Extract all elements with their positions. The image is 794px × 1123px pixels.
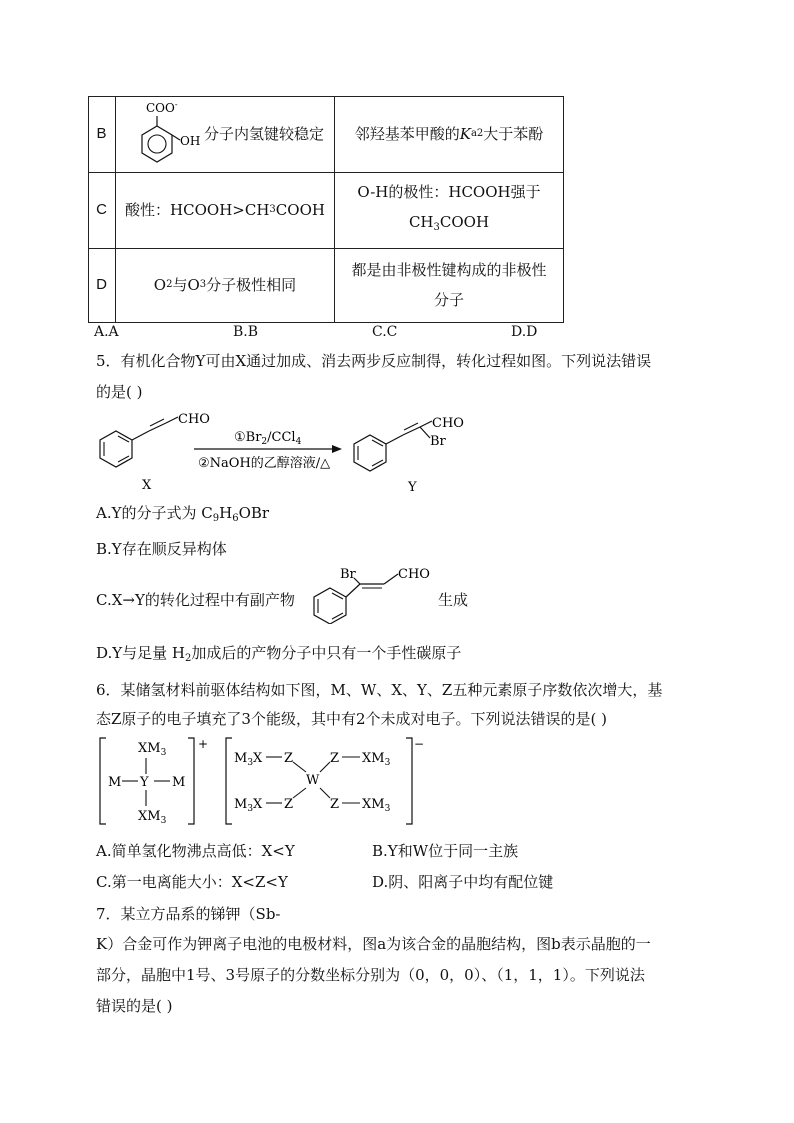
anion-charge: − <box>414 737 424 751</box>
row-d-right-cell: 都是由非极性键构成的非极性 分子 <box>351 261 547 309</box>
q6-option-b[interactable]: B.Y和W位于同一主族 <box>372 842 519 860</box>
reagent-2: ②NaOH的乙醇溶液/△ <box>198 456 331 471</box>
svg-text:M3X: $M_3X$ <box>234 751 263 768</box>
svg-text:M: M <box>108 775 122 790</box>
side-cho-label: CHO <box>398 567 430 582</box>
svg-text:Z: Z <box>284 797 294 812</box>
svg-text:Z: Z <box>330 751 340 766</box>
q5-option-a[interactable]: A.Y的分子式为 $C_9H_6OBr$ <box>96 504 270 524</box>
svg-text:XM3: $XM_3$ <box>362 751 391 768</box>
y-label: Y <box>408 480 417 495</box>
row-label-b: B <box>96 125 107 142</box>
q6-ionic-structure <box>94 734 424 830</box>
coo-group-label: COO- <box>146 100 178 115</box>
row-d-left-cell: O 2 与O 3 分子极性相同 <box>153 276 297 294</box>
svg-text:M3X: $M_3X$ <box>234 797 263 814</box>
q6-stem-line2: 态Z原子的电子填充了3个能级，其中有2个未成对电子。下列说法错误的是( ) <box>96 710 607 728</box>
q5-stem-line2: 的是( ) <box>96 383 143 401</box>
row-label-d: D <box>96 276 107 293</box>
w-atom: W <box>306 773 320 788</box>
q7-stem-line3: 部分，晶胞中1号、3号原子的分数坐标分别为（0，0，0）、（1，1，1）。下列说法 <box>96 966 645 984</box>
y-cho-label: CHO <box>432 416 464 431</box>
q7-stem-line2: K）合金可作为钾离子电池的电极材料，图a为该合金的晶胞结构，图b表示晶胞的一 <box>96 935 651 953</box>
oh-group-label: OH <box>180 134 201 148</box>
q5-option-c-suffix: 生成 <box>438 591 469 609</box>
x-cho-label: CHO <box>178 412 210 427</box>
q5-stem-line1: 5．有机化合物Y可由X通过加成、消去两步反应制得，转化过程如图。下列说法错误 <box>96 352 652 370</box>
q5-option-c[interactable]: C.X→Y的转化过程中有副产物 <box>96 591 295 609</box>
row-b-left-text: 分子内氢键较稳定 <box>204 125 325 143</box>
q6-stem-line1: 6．某储氢材料前驱体结构如下图，M、W、X、Y、Z五种元素原子序数依次增大，基 <box>96 681 663 699</box>
svg-text:Z: Z <box>284 751 294 766</box>
svg-text:Z: Z <box>330 797 340 812</box>
q4-option-a[interactable]: A.A <box>94 324 119 340</box>
row-b-right-cell: 邻羟基苯甲酸的 K a2 大于苯酚 <box>354 125 544 143</box>
row-label-c: C <box>96 201 107 218</box>
side-br-label: Br <box>340 567 356 582</box>
svg-text:XM3: $XM_3$ <box>138 741 167 758</box>
q5-reaction-scheme <box>94 405 494 497</box>
y-br-label: Br <box>430 434 446 449</box>
q6-option-c[interactable]: C.第一电离能大小：X<Z<Y <box>96 873 288 891</box>
q5-option-d[interactable]: D.Y与足量 $H_2$加成后的产物分子中只有一个手性碳原子 <box>96 644 462 664</box>
q7-stem-line4: 错误的是( ) <box>96 997 173 1015</box>
x-label: X <box>142 478 152 493</box>
q4-option-c[interactable]: C.C <box>372 324 398 340</box>
q6-option-d[interactable]: D.阴、阳离子中均有配位键 <box>372 873 554 891</box>
svg-text:XM3: $XM_3$ <box>138 809 167 826</box>
svg-text:M: M <box>172 775 186 790</box>
q6-option-a[interactable]: A.简单氢化物沸点高低：X<Y <box>96 842 295 860</box>
q4-option-b[interactable]: B.B <box>233 324 259 340</box>
q5-option-b[interactable]: B.Y存在顺反异构体 <box>96 540 227 558</box>
cation-charge: + <box>198 737 209 751</box>
q4-option-d[interactable]: D.D <box>511 324 538 340</box>
options-table <box>88 96 564 322</box>
reagent-1: $①Br_2/CCl_4$ <box>234 430 302 447</box>
salicylate-structure <box>122 98 208 170</box>
row-b-left-cell <box>116 96 334 172</box>
row-c-left-cell: 酸性：HCOOH>CH 3 COOH <box>125 201 325 219</box>
q7-stem-line1: 7．某立方品系的锑钾（Sb- <box>96 905 281 923</box>
side-product-structure <box>310 562 440 624</box>
svg-text:XM3: $XM_3$ <box>362 797 391 814</box>
row-c-right-cell: O-H的极性：HCOOH强于 $CH_3COOH$ <box>357 183 541 233</box>
y-atom: Y <box>140 775 149 790</box>
